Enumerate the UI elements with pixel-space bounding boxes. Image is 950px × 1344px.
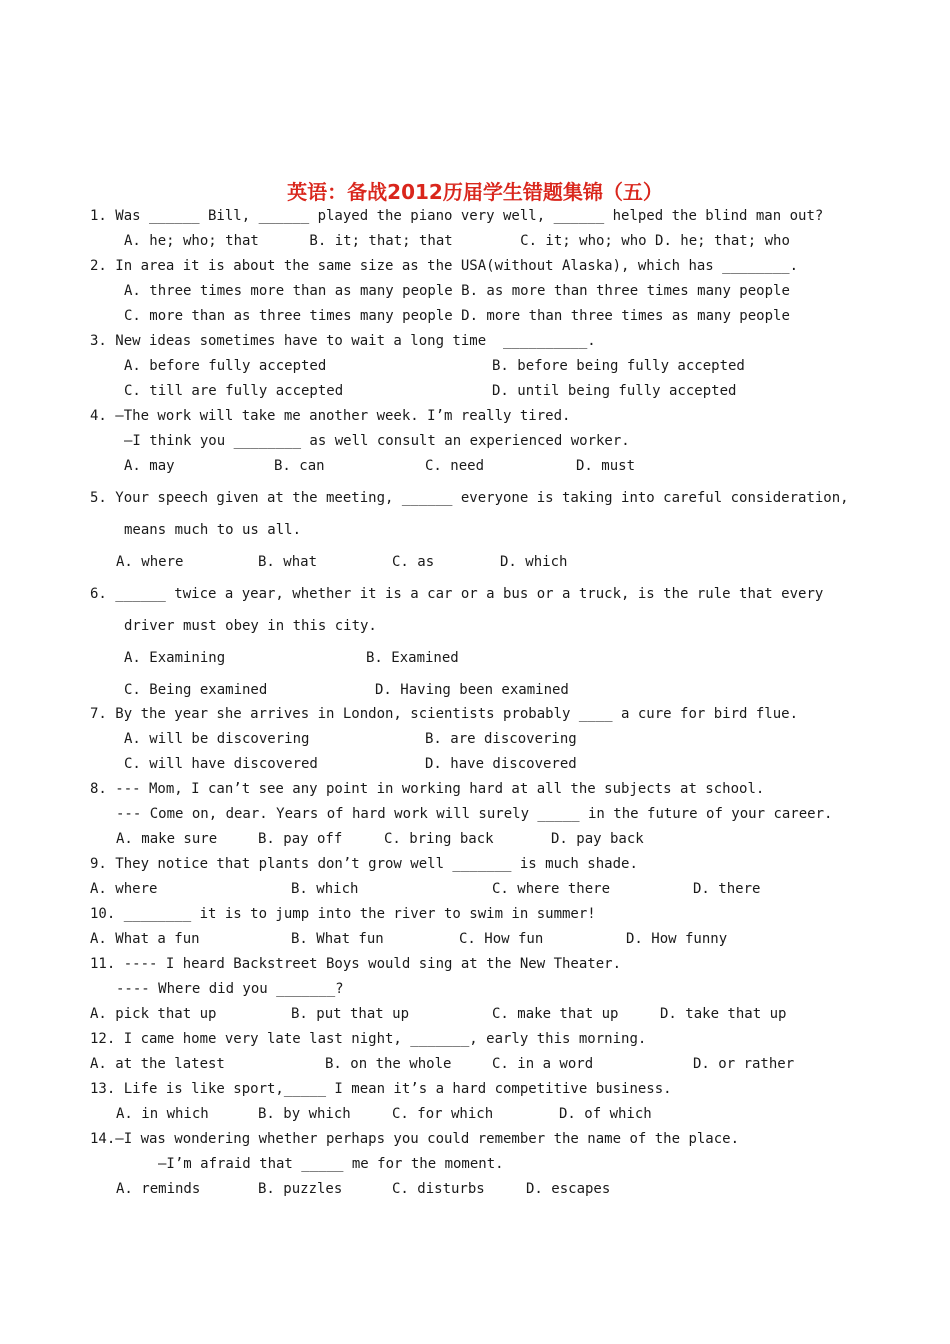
- question-9-option-c: C. where there: [492, 881, 611, 897]
- question-8-option-c: C. bring back: [384, 831, 494, 847]
- question-7-option-a: A. will be discovering: [124, 731, 310, 747]
- page-title: 英语：备战2012历届学生错题集锦（五）: [287, 180, 663, 204]
- question-12-option-a: A. at the latest: [90, 1056, 225, 1072]
- question-6-option-b: B. Examined: [366, 650, 459, 666]
- question-2-stem: 2. In area it is about the same size as the USA(without Alaska), which has ________.: [90, 258, 799, 274]
- question-11-stem: 11. ---- I heard Backstreet Boys would sing at the New Theater.: [90, 956, 622, 972]
- question-5-stem: 5. Your speech given at the meeting, ______ everyone is taking into careful consideration,: [90, 490, 849, 506]
- question-14-option-b: B. puzzles: [258, 1181, 343, 1197]
- question-5-option-b: B. what: [258, 554, 318, 570]
- question-10-option-b: B. What fun: [291, 931, 384, 947]
- question-4-option-a: A. may: [124, 458, 175, 474]
- question-14-option-a: A. reminds: [116, 1181, 201, 1197]
- question-4-option-d: D. must: [576, 458, 636, 474]
- question-3-option-a: A. before fully accepted: [124, 358, 327, 374]
- question-14-stem-reply: —I’m afraid that _____ me for the moment.: [158, 1156, 504, 1172]
- question-14-option-c: C. disturbs: [392, 1181, 485, 1197]
- question-10-stem: 10. ________ it is to jump into the river to swim in summer!: [90, 906, 596, 922]
- question-6-stem: 6. ______ twice a year, whether it is a car or a bus or a truck, is the rule that every: [90, 586, 824, 602]
- question-12-option-b: B. on the whole: [325, 1056, 452, 1072]
- question-4-stem-reply: —I think you ________ as well consult an experienced worker.: [124, 433, 630, 449]
- question-5-option-d: D. which: [500, 554, 568, 570]
- question-8-stem: 8. --- Mom, I can’t see any point in working hard at all the subjects at school.: [90, 781, 765, 797]
- question-5-option-c: C. as: [392, 554, 435, 570]
- question-11-stem-reply: ---- Where did you _______?: [116, 981, 344, 997]
- question-10-option-c: C. How fun: [459, 931, 544, 947]
- question-13-option-d: D. of which: [559, 1106, 652, 1122]
- question-11-option-c: C. make that up: [492, 1006, 619, 1022]
- question-12-option-d: D. or rather: [693, 1056, 795, 1072]
- question-6-option-d: D. Having been examined: [375, 682, 569, 698]
- question-9-option-b: B. which: [291, 881, 359, 897]
- question-14-stem: 14.—I was wondering whether perhaps you could remember the name of the place.: [90, 1131, 740, 1147]
- question-2-options-cd: C. more than as three times many people D. more than three times as many people: [124, 308, 790, 324]
- question-8-stem-reply: --- Come on, dear. Years of hard work will surely _____ in the future of your career.: [116, 806, 833, 822]
- question-10-option-d: D. How funny: [626, 931, 728, 947]
- question-6-stem-cont: driver must obey in this city.: [124, 618, 377, 634]
- question-11-option-d: D. take that up: [660, 1006, 787, 1022]
- question-12-stem: 12. I came home very late last night, _______, early this morning.: [90, 1031, 647, 1047]
- question-7-option-b: B. are discovering: [425, 731, 577, 747]
- question-8-option-b: B. pay off: [258, 831, 343, 847]
- question-9-option-a: A. where: [90, 881, 158, 897]
- question-7-option-c: C. will have discovered: [124, 756, 318, 772]
- question-6-option-a: A. Examining: [124, 650, 226, 666]
- question-13-stem: 13. Life is like sport,_____ I mean it’s a hard competitive business.: [90, 1081, 672, 1097]
- question-4-option-b: B. can: [274, 458, 325, 474]
- question-14-option-d: D. escapes: [526, 1181, 611, 1197]
- question-3-stem: 3. New ideas sometimes have to wait a long time __________.: [90, 333, 596, 349]
- question-1-options: A. he; who; that B. it; that; that C. it; who; who D. he; that; who: [124, 233, 790, 249]
- question-11-option-b: B. put that up: [291, 1006, 410, 1022]
- question-5-stem-cont: means much to us all.: [124, 522, 302, 538]
- question-5-option-a: A. where: [116, 554, 184, 570]
- question-10-option-a: A. What a fun: [90, 931, 200, 947]
- question-4-option-c: C. need: [425, 458, 485, 474]
- question-3-option-c: C. till are fully accepted: [124, 383, 344, 399]
- question-3-option-d: D. until being fully accepted: [492, 383, 737, 399]
- question-2-options-ab: A. three times more than as many people B. as more than three times many people: [124, 283, 790, 299]
- question-4-stem: 4. —The work will take me another week. I’m really tired.: [90, 408, 571, 424]
- question-8-option-a: A. make sure: [116, 831, 218, 847]
- question-13-option-b: B. by which: [258, 1106, 351, 1122]
- question-9-option-d: D. there: [693, 881, 761, 897]
- question-11-option-a: A. pick that up: [90, 1006, 217, 1022]
- question-13-option-c: C. for which: [392, 1106, 494, 1122]
- question-7-stem: 7. By the year she arrives in London, scientists probably ____ a cure for bird flue.: [90, 706, 799, 722]
- question-1-stem: 1. Was ______ Bill, ______ played the piano very well, ______ helped the blind man out?: [90, 208, 824, 224]
- question-6-option-c: C. Being examined: [124, 682, 268, 698]
- question-9-stem: 9. They notice that plants don’t grow well _______ is much shade.: [90, 856, 638, 872]
- question-13-option-a: A. in which: [116, 1106, 209, 1122]
- question-3-option-b: B. before being fully accepted: [492, 358, 745, 374]
- question-12-option-c: C. in a word: [492, 1056, 594, 1072]
- question-8-option-d: D. pay back: [551, 831, 644, 847]
- question-7-option-d: D. have discovered: [425, 756, 577, 772]
